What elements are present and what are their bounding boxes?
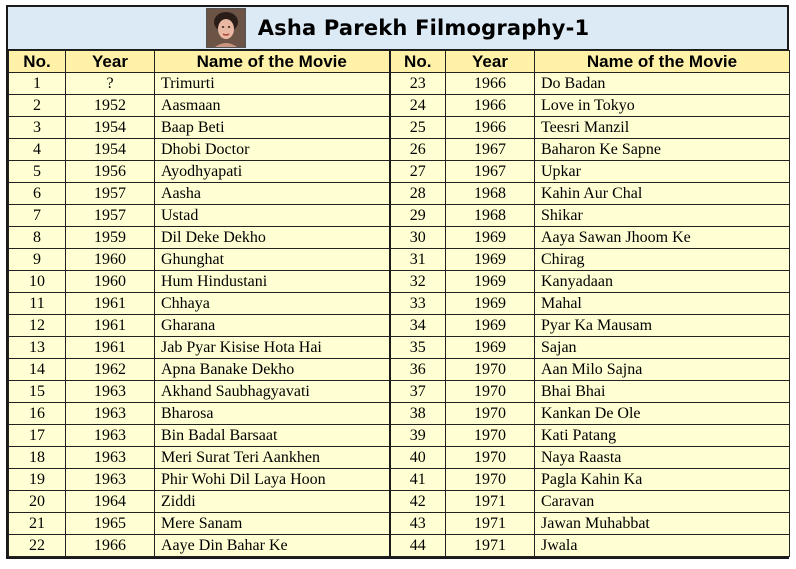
- film-title: Mere Sanam: [155, 513, 390, 535]
- film-number: 8: [9, 227, 66, 249]
- film-year: 1960: [66, 249, 155, 271]
- film-number: 2: [9, 95, 66, 117]
- film-number: 18: [9, 447, 66, 469]
- film-number: 31: [390, 249, 446, 271]
- film-title: Aasmaan: [155, 95, 390, 117]
- film-title: Sajan: [535, 337, 790, 359]
- film-year: 1954: [66, 139, 155, 161]
- film-title: Ziddi: [155, 491, 390, 513]
- table-row: [9, 447, 790, 469]
- film-number: 22: [9, 535, 66, 557]
- header-year: Year: [446, 51, 535, 73]
- table-row: [9, 381, 790, 403]
- film-year: 1963: [66, 425, 155, 447]
- film-title: Ayodhyapati: [155, 161, 390, 183]
- film-year: 1966: [446, 95, 535, 117]
- film-title: Bharosa: [155, 403, 390, 425]
- film-title: Hum Hindustani: [155, 271, 390, 293]
- header-row: [9, 51, 790, 73]
- table-row: [9, 359, 790, 381]
- film-number: 17: [9, 425, 66, 447]
- header-year: Year: [66, 51, 155, 73]
- film-title: Chhaya: [155, 293, 390, 315]
- table-row: [9, 161, 790, 183]
- page-title: Asha Parekh Filmography-1: [257, 16, 590, 40]
- filmography-table: [8, 50, 790, 557]
- film-year: 1969: [446, 315, 535, 337]
- film-title: Love in Tokyo: [535, 95, 790, 117]
- film-title: Kahin Aur Chal: [535, 183, 790, 205]
- film-title: Aan Milo Sajna: [535, 359, 790, 381]
- table-row: [9, 469, 790, 491]
- portrait-icon: [207, 9, 245, 47]
- film-title: Bhai Bhai: [535, 381, 790, 403]
- film-year: 1956: [66, 161, 155, 183]
- film-year: 1961: [66, 337, 155, 359]
- film-number: 36: [390, 359, 446, 381]
- film-number: 26: [390, 139, 446, 161]
- film-year: 1961: [66, 315, 155, 337]
- film-number: 25: [390, 117, 446, 139]
- film-number: 33: [390, 293, 446, 315]
- table-row: [9, 117, 790, 139]
- film-number: 9: [9, 249, 66, 271]
- film-number: 24: [390, 95, 446, 117]
- film-title: Meri Surat Teri Aankhen: [155, 447, 390, 469]
- film-title: Do Badan: [535, 73, 790, 95]
- film-title: Kanyadaan: [535, 271, 790, 293]
- table-row: [9, 337, 790, 359]
- film-title: Jawan Muhabbat: [535, 513, 790, 535]
- table-row: [9, 73, 790, 95]
- film-number: 3: [9, 117, 66, 139]
- title-bar: [8, 7, 787, 50]
- film-year: 1963: [66, 469, 155, 491]
- film-year: 1954: [66, 117, 155, 139]
- film-title: Shikar: [535, 205, 790, 227]
- film-title: Pyar Ka Mausam: [535, 315, 790, 337]
- film-number: 39: [390, 425, 446, 447]
- film-title: Upkar: [535, 161, 790, 183]
- film-year: 1957: [66, 205, 155, 227]
- film-year: 1970: [446, 469, 535, 491]
- film-number: 5: [9, 161, 66, 183]
- film-number: 41: [390, 469, 446, 491]
- film-title: Aaya Sawan Jhoom Ke: [535, 227, 790, 249]
- film-title: Teesri Manzil: [535, 117, 790, 139]
- film-title: Apna Banake Dekho: [155, 359, 390, 381]
- film-title: Kati Patang: [535, 425, 790, 447]
- film-number: 40: [390, 447, 446, 469]
- film-year: 1952: [66, 95, 155, 117]
- film-year: 1971: [446, 491, 535, 513]
- film-number: 42: [390, 491, 446, 513]
- film-year: 1969: [446, 293, 535, 315]
- table-row: [9, 513, 790, 535]
- film-number: 20: [9, 491, 66, 513]
- film-year: 1962: [66, 359, 155, 381]
- film-number: 7: [9, 205, 66, 227]
- film-year: 1968: [446, 205, 535, 227]
- film-number: 19: [9, 469, 66, 491]
- film-year: 1966: [66, 535, 155, 557]
- film-year: 1966: [446, 117, 535, 139]
- table-row: [9, 315, 790, 337]
- table-row: [9, 293, 790, 315]
- film-title: Trimurti: [155, 73, 390, 95]
- table-row: [9, 249, 790, 271]
- table-row: [9, 183, 790, 205]
- header-no: No.: [390, 51, 446, 73]
- filmography-sheet: [6, 5, 789, 559]
- film-year: 1970: [446, 381, 535, 403]
- film-year: 1968: [446, 183, 535, 205]
- film-number: 29: [390, 205, 446, 227]
- film-title: Aaye Din Bahar Ke: [155, 535, 390, 557]
- film-year: 1963: [66, 381, 155, 403]
- film-number: 34: [390, 315, 446, 337]
- film-title: Akhand Saubhagyavati: [155, 381, 390, 403]
- film-number: 43: [390, 513, 446, 535]
- table-row: [9, 491, 790, 513]
- film-year: 1957: [66, 183, 155, 205]
- film-title: Caravan: [535, 491, 790, 513]
- film-number: 30: [390, 227, 446, 249]
- film-year: 1966: [446, 73, 535, 95]
- table-row: [9, 425, 790, 447]
- film-number: 10: [9, 271, 66, 293]
- portrait-photo: [206, 8, 246, 48]
- film-year: 1967: [446, 161, 535, 183]
- film-number: 6: [9, 183, 66, 205]
- table-row: [9, 139, 790, 161]
- film-title: Bin Badal Barsaat: [155, 425, 390, 447]
- film-year: 1971: [446, 513, 535, 535]
- film-title: Jwala: [535, 535, 790, 557]
- film-title: Kankan De Ole: [535, 403, 790, 425]
- film-year: 1969: [446, 249, 535, 271]
- film-title: Ustad: [155, 205, 390, 227]
- film-title: Dil Deke Dekho: [155, 227, 390, 249]
- film-year: 1964: [66, 491, 155, 513]
- film-title: Phir Wohi Dil Laya Hoon: [155, 469, 390, 491]
- film-number: 32: [390, 271, 446, 293]
- film-year: 1965: [66, 513, 155, 535]
- header-movie: Name of the Movie: [535, 51, 790, 73]
- header-no: No.: [9, 51, 66, 73]
- film-number: 1: [9, 73, 66, 95]
- film-year: 1970: [446, 425, 535, 447]
- film-year: 1967: [446, 139, 535, 161]
- film-year: 1970: [446, 447, 535, 469]
- film-number: 38: [390, 403, 446, 425]
- film-number: 35: [390, 337, 446, 359]
- table-row: [9, 95, 790, 117]
- film-number: 21: [9, 513, 66, 535]
- film-number: 23: [390, 73, 446, 95]
- film-title: Naya Raasta: [535, 447, 790, 469]
- film-year: 1959: [66, 227, 155, 249]
- film-year: 1969: [446, 337, 535, 359]
- film-title: Dhobi Doctor: [155, 139, 390, 161]
- film-number: 27: [390, 161, 446, 183]
- film-title: Aasha: [155, 183, 390, 205]
- film-title: Baap Beti: [155, 117, 390, 139]
- film-year: 1963: [66, 403, 155, 425]
- film-year: 1970: [446, 359, 535, 381]
- film-title: Ghunghat: [155, 249, 390, 271]
- table-row: [9, 271, 790, 293]
- table-row: [9, 535, 790, 557]
- film-number: 13: [9, 337, 66, 359]
- film-number: 12: [9, 315, 66, 337]
- film-number: 37: [390, 381, 446, 403]
- film-year: 1969: [446, 227, 535, 249]
- table-row: [9, 205, 790, 227]
- film-number: 16: [9, 403, 66, 425]
- film-title: Chirag: [535, 249, 790, 271]
- film-year: 1970: [446, 403, 535, 425]
- film-number: 28: [390, 183, 446, 205]
- film-year: 1969: [446, 271, 535, 293]
- film-number: 4: [9, 139, 66, 161]
- film-title: Mahal: [535, 293, 790, 315]
- film-title: Gharana: [155, 315, 390, 337]
- table-row: [9, 227, 790, 249]
- film-number: 15: [9, 381, 66, 403]
- film-number: 11: [9, 293, 66, 315]
- film-year: ?: [66, 73, 155, 95]
- film-number: 14: [9, 359, 66, 381]
- film-year: 1971: [446, 535, 535, 557]
- film-year: 1960: [66, 271, 155, 293]
- header-movie: Name of the Movie: [155, 51, 390, 73]
- film-title: Baharon Ke Sapne: [535, 139, 790, 161]
- table-row: [9, 403, 790, 425]
- film-title: Jab Pyar Kisise Hota Hai: [155, 337, 390, 359]
- film-year: 1963: [66, 447, 155, 469]
- film-title: Pagla Kahin Ka: [535, 469, 790, 491]
- film-number: 44: [390, 535, 446, 557]
- film-year: 1961: [66, 293, 155, 315]
